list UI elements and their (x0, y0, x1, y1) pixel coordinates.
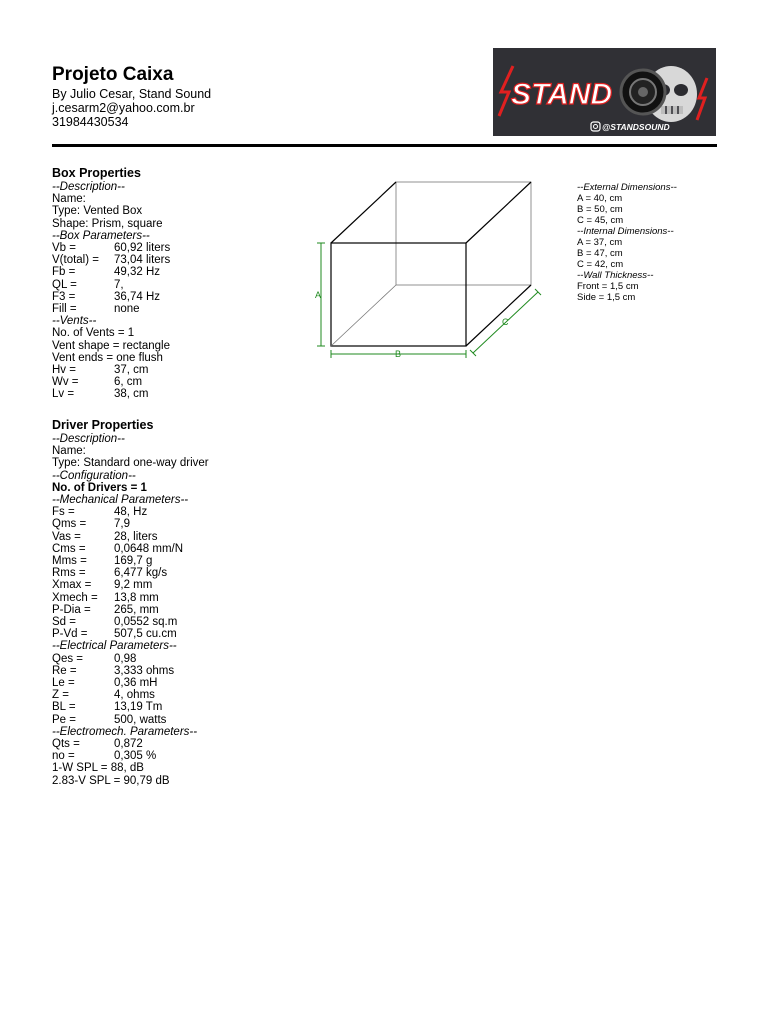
external-dimension: C = 45, cm (577, 215, 624, 226)
electromech-param-row: Qts = 0,872 (52, 738, 143, 751)
driver-properties-section (52, 418, 209, 787)
mech-param-row: Xmech = 13,8 mm (52, 591, 159, 604)
driver-properties-title: Driver Properties (52, 418, 154, 432)
stand-sound-logo (493, 48, 716, 136)
author-line: By Julio Cesar, Stand Sound (52, 87, 212, 101)
internal-dimension: A = 37, cm (577, 237, 623, 248)
wall-thickness: Side = 1,5 cm (577, 292, 636, 303)
spl-1w-line: 1-W SPL = 88, dB (52, 762, 144, 775)
vents-header: --Vents-- (52, 315, 97, 328)
logo-handle: @STANDSOUND (602, 122, 670, 132)
mech-param-row: Rms = 6,477 kg/s (52, 567, 168, 580)
mech-param-row: Qms = 7,9 (52, 518, 130, 531)
elec-param-row: BL = 13,19 Tm (52, 701, 163, 714)
mech-param-row: Xmax = 9,2 mm (52, 579, 153, 592)
mech-param-row: Cms = 0,0648 mm/N (52, 542, 184, 555)
dimension-a-label: A (315, 290, 322, 300)
param-row: F3 = 36,74 Hz (52, 290, 161, 303)
vent-param-row: Hv = 37, cm (52, 364, 149, 377)
elec-param-row: Pe = 500, watts (52, 713, 167, 726)
mech-param-row: Mms = 169,7 g (52, 555, 153, 568)
param-row: Fb = 49,32 Hz (52, 266, 161, 279)
vent-param-row: Lv = 38, cm (52, 388, 149, 401)
elec-param-row: Qes = 0,98 (52, 652, 137, 665)
param-row: QL = 7, (52, 278, 124, 291)
electromech-header: --Electromech. Parameters-- (52, 725, 198, 738)
document-title: Projeto Caixa (52, 64, 174, 85)
box-name-line: Name: (52, 193, 86, 206)
mech-param-row: P-Vd = 507,5 cu.cm (52, 628, 177, 641)
email-line: j.cesarm2@yahoo.com.br (52, 101, 195, 115)
config-header: --Configuration-- (52, 469, 136, 482)
driver-name-line: Name: (52, 445, 86, 458)
mech-header: --Mechanical Parameters-- (52, 494, 189, 507)
logo-brand-text: STAND (511, 78, 613, 111)
internal-dimensions-header: --Internal Dimensions-- (577, 226, 674, 237)
box-front-face (331, 243, 466, 346)
elec-param-row: Re = 3,333 ohms (52, 664, 175, 677)
elec-param-row: Le = 0,36 mH (52, 677, 158, 690)
external-dimension: B = 50, cm (577, 204, 623, 215)
internal-dimension: B = 47, cm (577, 248, 623, 259)
mech-param-row: Fs = 48, Hz (52, 506, 148, 519)
spl-283v-line: 2.83-V SPL = 90,79 dB (52, 774, 170, 787)
mech-param-row: Sd = 0,0552 sq.m (52, 616, 178, 629)
box-params-header: --Box Parameters-- (52, 229, 150, 242)
box-diagram (312, 176, 552, 366)
internal-dimension: C = 42, cm (577, 259, 624, 270)
external-dimensions-header: --External Dimensions-- (577, 182, 677, 193)
electromech-param-row: no = 0,305 % (52, 750, 157, 763)
header-divider (52, 144, 717, 147)
vent-ends: Vent ends = one flush (52, 351, 163, 364)
box-properties-title: Box Properties (52, 166, 141, 180)
wall-thickness: Front = 1,5 cm (577, 281, 639, 292)
param-row: V(total) = 73,04 liters (52, 254, 171, 267)
box-shape-line: Shape: Prism, square (52, 217, 163, 230)
elec-param-row: Z = 4, ohms (52, 689, 155, 702)
phone-line: 31984430534 (52, 115, 129, 129)
mech-param-row: P-Dia = 265, mm (52, 603, 159, 616)
param-row: Fill = none (52, 303, 140, 316)
box-type-line: Type: Vented Box (52, 205, 143, 218)
vent-param-row: Wv = 6, cm (52, 376, 143, 389)
box-properties-section (52, 166, 170, 401)
elec-header: --Electrical Parameters-- (52, 640, 177, 653)
external-dimension: A = 40, cm (577, 193, 623, 204)
vent-shape: Vent shape = rectangle (52, 339, 170, 352)
vents-count: No. of Vents = 1 (52, 327, 135, 340)
driver-type-line: Type: Standard one-way driver (52, 457, 209, 470)
dimension-b-label: B (395, 349, 402, 359)
dimensions-panel (577, 182, 677, 303)
wall-thickness-header: --Wall Thickness-- (577, 270, 654, 281)
driver-description-header: --Description-- (52, 433, 125, 445)
document-header (52, 64, 492, 129)
drivers-count: No. of Drivers = 1 (52, 481, 147, 494)
speaker-icon (621, 70, 665, 114)
description-header: --Description-- (52, 181, 125, 193)
param-row: Vb = 60,92 liters (52, 242, 171, 255)
mech-param-row: Vas = 28, liters (52, 530, 158, 543)
dimension-c-label: C (502, 317, 509, 327)
